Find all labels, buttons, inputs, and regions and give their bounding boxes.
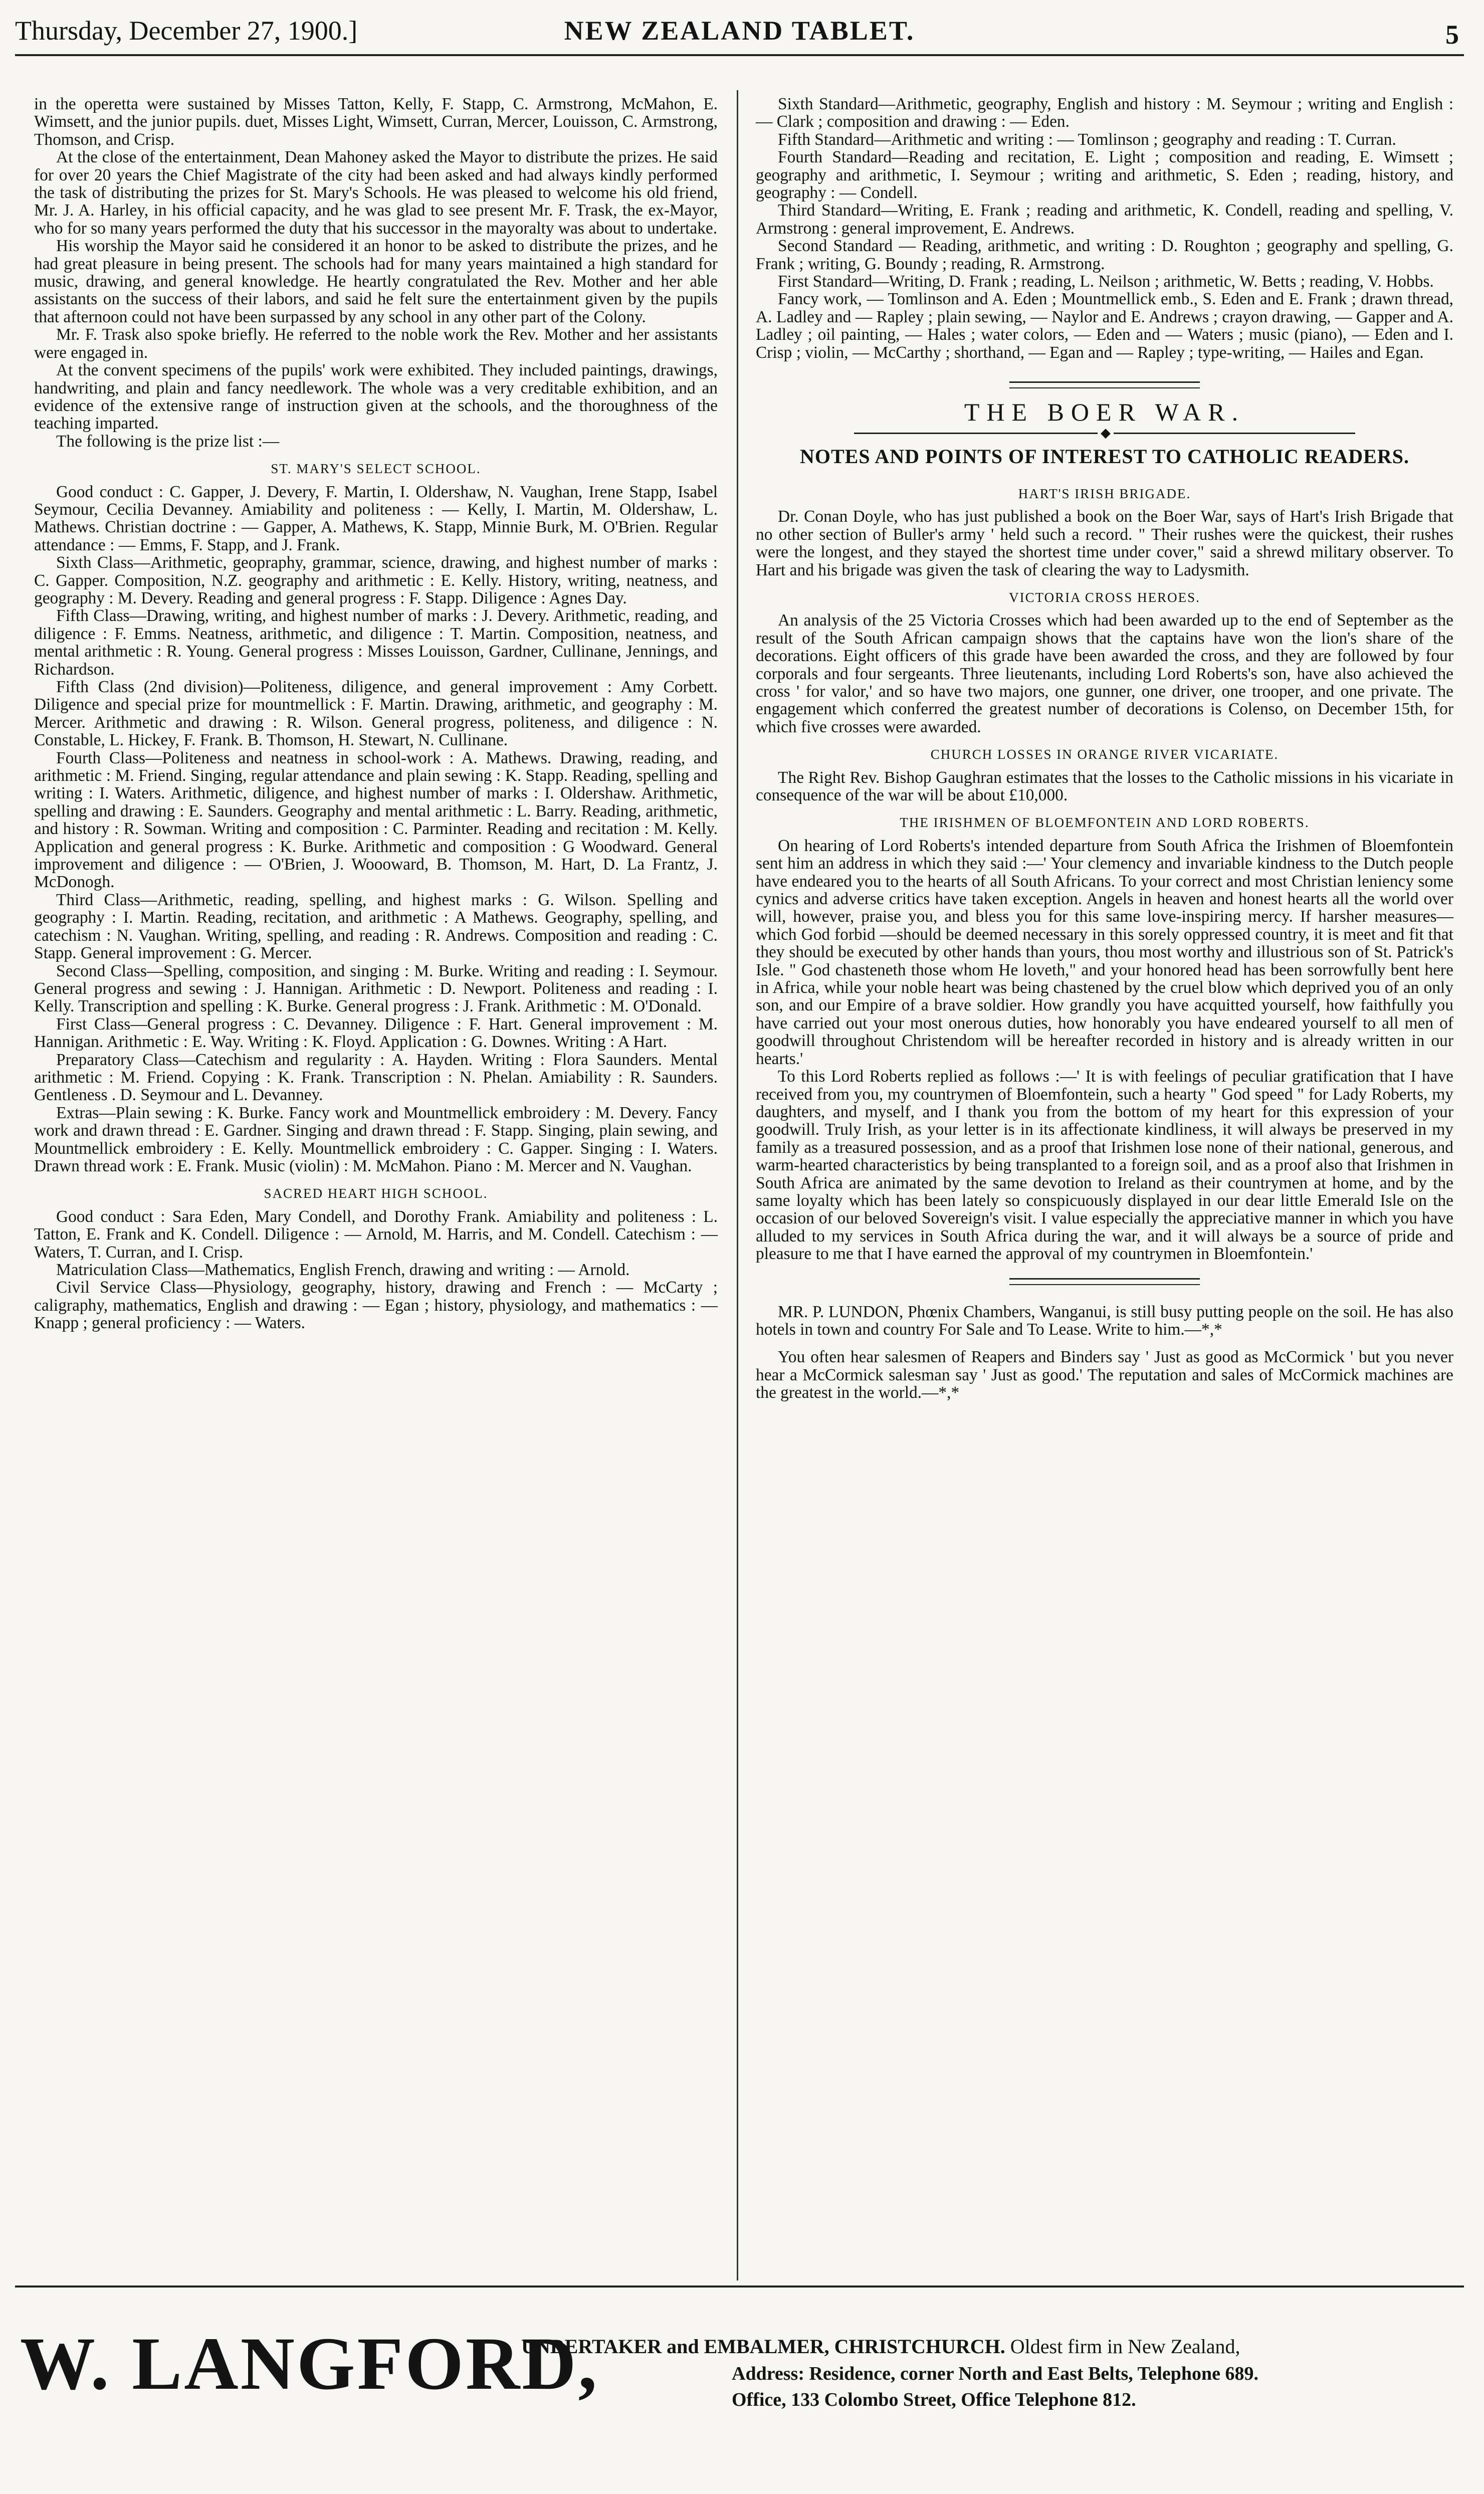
paragraph: To this Lord Roberts replied as follows :—' It is with feelings of peculiar gratification that I have received from you, my countrymen of Bloemfontein, such a hearty " God speed " for Lady Roberts, my daughters, and myself, and I thank you from the bottom of my heart for this expression of your goodwill. Truly Irish, as your letter is in its affectionate kindliness, it will always be preserved in my family as a treasured possession, and as a proof that Irishmen lose none of their national, generous, and warm-hearted characteristics by being transplanted to a foreign soil, and as a proof also that Irishmen in South Africa are animated by the same devotion to Ireland as their countrymen at home, and by the same loyalty which has been lately so conspicuously displayed in our dear little Emerald Isle on the occasion of our beloved Sovereign's visit. I value especially the appreciative manner in which you have alluded to my services in South Africa during the war, and it will always be a source of pride and pleasure to me that I have earned the approval of my countrymen in Bloemfontein.' [756,1067,1453,1264]
prize-paragraph: First Standard—Writing, D. Frank ; reading, L. Neilson ; arithmetic, W. Betts ; reading, V. Hobbs. [778,272,1434,291]
paragraph: The Right Rev. Bishop Gaughran estimates that the losses to the Catholic missions in his vicariate in consequence of the war will be about £10,000. [756,768,1453,804]
left-column [34,95,718,2260]
prize-paragraph: Fourth Class—Politeness and neatness in school-work : A. Mathews. Drawing, reading, and arithmetic : M. Friend. Singing, regular attendance and plain sewing : K. Stapp. Reading, spelling and writing : I. Waters. Arithmetic, diligence, and highest number of marks : I. Oldershaw. Arithmetic, spelling and drawing : E. Saunders. Geography and mental arithmetic : L. Barry. Reading, arithmetic, and history : R. Sowman. Writing and composition : C. Parminter. Reading and recitation : M. Kelly. Application and general progress : K. Burke. Arithmetic and composition : G Woodward. General improvement and diligence : — O'Brien, J. Woooward, B. Thomson, M. Hart, D. La Frantz, J. McDonogh. [34,748,718,892]
prize-paragraph: Second Class—Spelling, composition, and singing : M. Burke. Writing and reading : I. Seymour. General progress and sewing : J. Hannigan. Arithmetic : D. Newport. Politeness and reading : I. Kelly. Transcription and spelling : K. Burke. General progress : J. Frank. Arithmetic : M. O'Donald. [34,961,718,1016]
advertiser-office: Office, 133 Colombo Street, Office Telephone 812. [732,2389,1136,2410]
advertisements [756,1303,1453,1402]
footer-advertisement [20,2291,1464,2481]
paragraph: At the close of the entertainment, Dean Mahoney asked the Mayor to distribute the prizes. He said for over 20 years the Chief Magistrate of the city had been asked and had always kindly performed the task of distributing the prizes for St. Mary's Schools. He was pleased to welcome his old friend, Mr. J. A. Harley, in his official capacity, and he was glad to see present Mr. F. Trask, the ex-Mayor, who for so many years performed the duty that his successor in the mayoralty was about to undertake. [34,148,718,238]
prize-paragraph: Fancy work, — Tomlinson and A. Eden ; Mountmellick emb., S. Eden and E. Frank ; drawn thread, A. Ladley and — Rapley ; plain sewing, — Naylor and E. Andrews ; crayon drawing, — Gapper and A. Ladley ; oil painting, — Hales ; water colors, — Eden and — Waters ; music (piano), — Eden and I. Crisp ; violin, — McCarthy ; shorthand, — Egan and — Rapley ; type-writing, — Hailes and Egan. [756,290,1453,362]
double-rule [1009,381,1200,388]
prize-paragraph: Sixth Class—Arithmetic, geopraphy, grammar, science, drawing, and highest number of marks : C. Gapper. Composition, N.Z. geography and arithmetic : E. Kelly. History, writing, neatness, and geography : M. Devery. Reading and general progress : F. Stapp. Diligence : Agnes Day. [34,553,718,607]
notes-heading: NOTES AND POINTS OF INTEREST TO CATHOLIC READERS. [800,445,1409,468]
boer-war-title: THE BOER WAR. [964,398,1245,427]
column-divider [737,90,738,2280]
section-heading-irishmen: THE IRISHMEN OF BLOEMFONTEIN AND LORD ROBERTS. [900,815,1310,830]
prize-paragraph: First Class—General progress : C. Devanney. Diligence : F. Hart. General improvement : M. Hannigan. Arithmetic : E. Way. Writing : K. Floyd. Application : G. Downes. Writing : A Hart. [34,1014,718,1052]
paragraph: On hearing of Lord Roberts's intended departure from South Africa the Irishmen of Bloemfontein sent him an address in which they said :—' Your clemency and invariable kindness to the Dutch people have endeared you to the hearts of all South Africans. To your correct and most Christian leniency some cynics and adverse critics have taken exception. Angels in heaven and honest hearts all the world over will, however, praise you, and bless you for this same love-inspiring mercy. If harsher measures—which God forbid —should be deemed necessary in this sorely oppressed country, it is meet and fit that they should be executed by other hands than yours, thou most worthy and illustrious son of St. Patrick's Isle. " God chasteneth those whom He loveth," and your honored head has been sorrowfully bent here in Africa, while your noble heart was being chastened by the cruel blow which deprived you of an only son, and our Empire of a brave soldier. How grandly you have acquitted yourself, how faithfully you have carried out your most onerous duties, how honorably you have endeared yourself to all men of goodwill throughout Christendom will be hereafter recorded in history and is already written in our hearts.' [756,836,1453,1068]
footer-rule [15,2285,1464,2288]
ad-lundon: MR. P. LUNDON, Phœnix Chambers, Wanganui, is still busy putting people on the soil. He has also hotels in town and country For Sale and To Lease. Write to him.—*,* [756,1302,1453,1339]
paper-title: NEW ZEALAND TABLET. [564,16,915,46]
double-rule [1009,1278,1200,1285]
prize-paragraph: Sixth Standard—Arithmetic, geography, English and history : M. Seymour ; writing and English : — Clark ; composition and drawing : — Eden. [756,95,1453,131]
trade-bold: UNDERTAKER and EMBALMER, CHRISTCHURCH. [521,2335,1005,2358]
paragraph: An analysis of the 25 Victoria Crosses which had been awarded up to the end of September as the result of the South African campaign shows that the captains have won the lion's share of the decorations. Eight officers of this grade have been awarded the cross, and they are followed by four corporals and four sergeants. Three lieutenants, including Lord Roberts's son, have also achieved the cross ' for valor,' and so have two majors, one gunner, one driver, one trooper, and one private. The engagement which conferred the greatest number of decorations is Colenso, on December 15th, for which five crosses were awarded. [756,611,1453,736]
section-heading-church: CHURCH LOSSES IN ORANGE RIVER VICARIATE. [930,747,1279,762]
prize-paragraph: Fifth Standard—Arithmetic and writing : — Tomlinson ; geography and reading : T. Curran. [778,130,1396,149]
advertiser-address: Address: Residence, corner North and East Belts, Telephone 689. [732,2363,1259,2384]
diamond-rule [854,427,1355,440]
prize-paragraph: Good conduct : Sara Eden, Mary Condell, and Dorothy Frank. Amiability and politeness : L. Tatton, E. Frank and K. Condell. Diligence : — Arnold, M. Harris, and M. Condell. Catechism : — Waters, T. Curran, and I. Crisp. [34,1207,718,1262]
ad-mccormick: You often hear salesmen of Reapers and Binders say ' Just as good as McCormick ' but you never hear a McCormick salesman say ' Just as good.' The reputation and sales of McCormick machines are the greatest in the world.—*,* [756,1348,1453,1402]
paragraph: Dr. Conan Doyle, who has just published a book on the Boer War, says of Hart's Irish Brigade that no other section of Buller's army ' held such a record. " Their rushes were the quickest, their rushes were the longest, and they stayed the shortest time under cover," said a shrewd military observer. To Hart and his brigade was given the task of clearing the way to Ladysmith. [756,507,1453,579]
prize-paragraph: Good conduct : C. Gapper, J. Devery, F. Martin, I. Oldershaw, N. Vaughan, Irene Stapp, Isabel Seymour, Cecilia Devanney. Amiability and politeness : — Kelly, I. Martin, M. Oldershaw, L. Mathews. Christian doctrine : — Gapper, A. Mathews, K. Stapp, Minnie Burk, M. O'Brien. Regular attendance : — Emms, F. Stapp, and J. Frank. [34,482,718,554]
trade-note: Oldest firm in New Zealand, [1010,2335,1240,2358]
section-heading-sacred-heart: SACRED HEART HIGH SCHOOL. [264,1186,488,1201]
masthead [15,4,1464,56]
prize-paragraph: Civil Service Class—Physiology, geography, history, drawing and French : — McCarty ; caligraphy, mathematics, English and drawing : — Egan ; history, physiology, and mathematics : — Knapp ; general proficiency : — Waters. [34,1278,718,1333]
prize-paragraph: Third Class—Arithmetic, reading, spelling, and highest marks : G. Wilson. Spelling and geography : I. Martin. Reading, recitation, and arithmetic : A Mathews. Geography, spelling, and catechism : N. Vaughan. Writing, spelling, and reading : R. Andrews. Composition and reading : C. Stapp. General improvement : G. Mercer. [34,890,718,963]
diamond-ornament-icon: ◆ [1098,428,1114,439]
prize-paragraph: Third Standard—Writing, E. Frank ; reading and arithmetic, K. Condell, reading and spelling, V. Armstrong : general improvement, E. Andrews. [756,201,1453,238]
prize-paragraph: Fifth Class (2nd division)—Politeness, diligence, and general improvement : Amy Corbett. Diligence and special prize for mountmellick : F. Martin. Drawing, arithmetic, and geography : M. Mercer. Arithmetic and drawing : R. Wilson. General progress, politeness, and diligence : N. Constable, L. Hickey, F. Frank. B. Thomson, H. Stewart, N. Cullinane. [34,678,718,750]
prize-paragraph: Matriculation Class—Mathematics, English French, drawing and writing : — Arnold. [56,1261,630,1279]
advertiser-name: W. LANGFORD, [20,2322,599,2405]
section-heading-vc: VICTORIA CROSS HEROES. [1009,589,1200,605]
prize-paragraph: Second Standard — Reading, arithmetic, and writing : D. Roughton ; geography and spelling, G. Frank ; writing, G. Boundy ; reading, R. Armstrong. [756,237,1453,273]
right-column [756,95,1453,2240]
prize-paragraph: Extras—Plain sewing : K. Burke. Fancy work and Mountmellick embroidery : M. Devery. Fancy work and drawn thread : E. Gardner. Singing and drawn thread : F. Stapp. Singing, plain sewing, and Mountmellick embroidery : E. Kelly. Mountmellick embroidery : C. Gapper. Singing : I. Waters. Drawn thread work : E. Frank. Music (violin) : M. McMahon. Piano : M. Mercer and N. Vaughan. [34,1103,718,1175]
section-heading-harts: HART'S IRISH BRIGADE. [1018,486,1191,501]
paragraph: At the convent specimens of the pupils' work were exhibited. They included paintings, drawings, handwriting, and plain and fancy needlework. The whole was a very creditable exhibition, and an evidence of the extensive range of instruction given at the schools, and the thoroughness of the teaching imparted. [34,361,718,433]
prize-paragraph: Preparatory Class—Catechism and regularity : A. Hayden. Writing : Flora Saunders. Mental arithmetic : M. Friend. Copying : K. Frank. Transcription : N. Phelan. Amiability : R. Saunders. Gentleness . D. Seymour and L. Devanney. [34,1050,718,1105]
paragraph: in the operetta were sustained by Misses Tatton, Kelly, F. Stapp, C. Armstrong, McMahon, E. Wimsett, and the junior pupils. duet, Misses Light, Wimsett, Curran, Mercer, Louisson, C. Armstrong, Thomson, and Crisp. [34,95,718,149]
issue-date: Thursday, December 27, 1900.] [15,16,358,46]
section-heading-st-marys: ST. MARY'S SELECT SCHOOL. [271,461,481,477]
paragraph: His worship the Mayor said he considered it an honor to be asked to distribute the prizes, and he had great pleasure in being present. The schools had for many years maintained a high standard for music, drawing, and general knowledge. He heartly congratulated the Rev. Mother and her able assistants on the success of their labors, and said he felt sure the entertainment given by the pupils that afternoon could not have been surpassed by any school in any other part of the Colony. [34,237,718,326]
prize-paragraph: Fifth Class—Drawing, writing, and highest number of marks : J. Devery. Arithmetic, reading, and diligence : F. Emms. Neatness, arithmetic, and diligence : T. Martin. Composition, neatness, and mental arithmetic : R. Young. General progress : Misses Louisson, Gardner, Cullinane, Jennings, and Richardson. [34,606,718,679]
prize-paragraph: Fourth Standard—Reading and recitation, E. Light ; composition and reading, E. Wimsett ; geography and arithmetic, I. Seymour ; writing and arithmetic, S. Eden ; reading, history, and geography : — Condell. [756,148,1453,202]
page-number: 5 [1445,20,1459,50]
advertiser-trade [521,2335,1240,2358]
paragraph: The following is the prize list :— [56,432,280,451]
paragraph: Mr. F. Trask also spoke briefly. He referred to the noble work the Rev. Mother and her assistants were engaged in. [34,325,718,362]
